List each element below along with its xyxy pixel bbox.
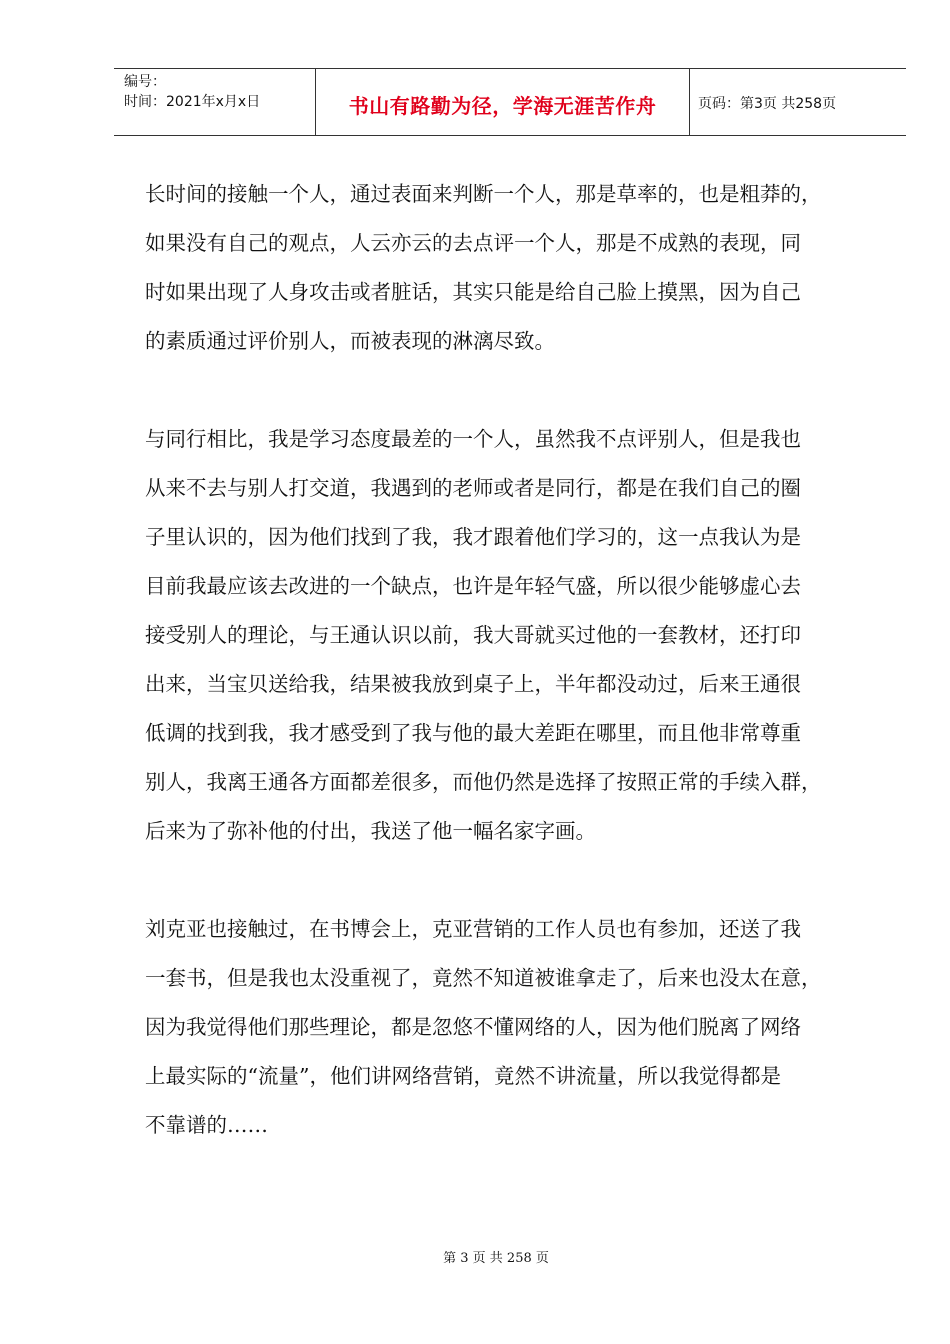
- document-body: [145, 170, 890, 1150]
- text-line: 与同行相比，我是学习态度最差的一个人，虽然我不点评别人，但是我也: [145, 427, 801, 451]
- text-line: 低调的找到我，我才感受到了我与他的最大差距在哪里，而且他非常尊重: [145, 721, 801, 745]
- text-line: 从来不去与别人打交道，我遇到的老师或者是同行，都是在我们自己的圈: [145, 476, 801, 500]
- text-line: 不靠谱的……: [145, 1113, 268, 1137]
- number-label: 编号：: [124, 74, 166, 90]
- text-line: 刘克亚也接触过，在书博会上，克亚营销的工作人员也有参加，还送了我: [145, 917, 801, 941]
- page-footer: 第 3 页 共 258 页: [443, 1251, 549, 1266]
- text-line: 如果没有自己的观点，人云亦云的去点评一个人，那是不成熟的表现，同: [145, 231, 801, 255]
- text-line: 子里认识的，因为他们找到了我，我才跟着他们学习的，这一点我认为是: [145, 525, 801, 549]
- paragraph-2: [145, 415, 890, 856]
- text-line: 接受别人的理论，与王通认识以前，我大哥就买过他的一套教材，还打印: [145, 623, 801, 647]
- time-label: 时间：2021年x月x日: [124, 94, 261, 110]
- text-line: 上最实际的“流量”，他们讲网络营销，竟然不讲流量，所以我觉得都是: [145, 1064, 781, 1088]
- header-meta: [114, 69, 316, 135]
- text-line: 一套书，但是我也太没重视了，竟然不知道被谁拿走了，后来也没太在意，: [145, 966, 822, 990]
- text-line: 因为我觉得他们那些理论，都是忽悠不懂网络的人，因为他们脱离了网络: [145, 1015, 801, 1039]
- text-line: 目前我最应该去改进的一个缺点，也许是年轻气盛，所以很少能够虚心去: [145, 574, 801, 598]
- text-line: 别人，我离王通各方面都差很多，而他仍然是选择了按照正常的手续入群，: [145, 770, 822, 794]
- paragraph-1: [145, 170, 890, 366]
- text-line: 时如果出现了人身攻击或者脏话，其实只能是给自己脸上摸黑，因为自己: [145, 280, 801, 304]
- text-line: 长时间的接触一个人，通过表面来判断一个人，那是草率的，也是粗莽的，: [145, 182, 822, 206]
- text-line: 的素质通过评价别人，而被表现的淋漓尽致。: [145, 329, 555, 353]
- text-line: 出来，当宝贝送给我，结果被我放到桌子上，半年都没动过，后来王通很: [145, 672, 801, 696]
- header-page-info: 页码：第3页 共258页: [698, 96, 837, 112]
- text-line: 后来为了弥补他的付出，我送了他一幅名家字画。: [145, 819, 596, 843]
- header-motto: 书山有路勤为径，学海无涯苦作舟: [316, 69, 690, 135]
- document-header: [114, 68, 906, 136]
- paragraph-3: [145, 905, 890, 1150]
